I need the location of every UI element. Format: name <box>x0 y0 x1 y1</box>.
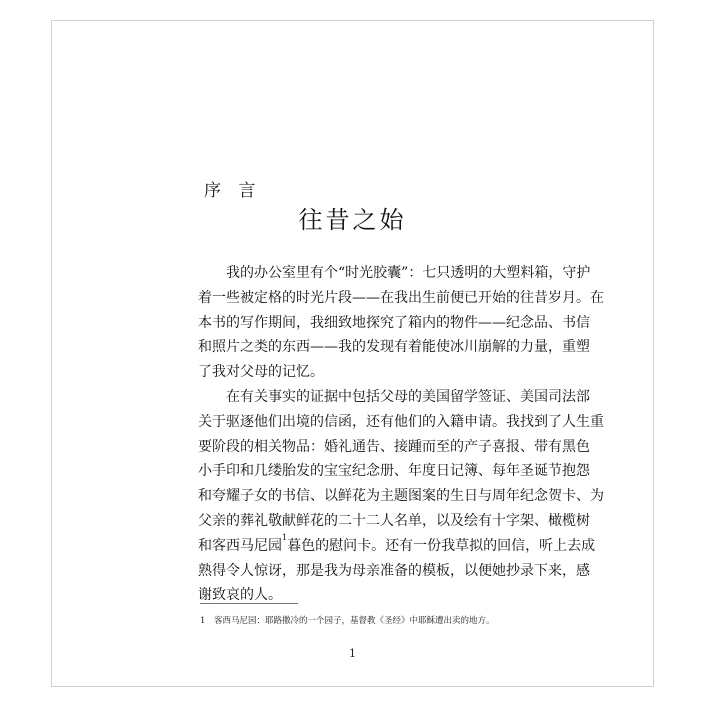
text-line: 和照片之类的东西——我的发现有着能使冰川崩解的力量，重塑 <box>198 339 590 356</box>
footnote-number: 1 <box>200 616 206 626</box>
text-line: 小手印和几缕胎发的宝宝纪念册、年度日记簿、每年圣诞节抱怨 <box>198 463 590 480</box>
footnote-divider <box>200 603 298 604</box>
text-line: 了我对父母的记忆。 <box>198 364 324 381</box>
paragraph-2 <box>198 385 604 608</box>
text-line: 关于驱逐他们出境的信函，还有他们的入籍申请。我找到了人生重 <box>198 413 604 430</box>
text-line: 熟得令人惊讶，那是我为母亲准备的模板，以便她抄录下来，感 <box>198 562 590 579</box>
text-line: 父亲的葬礼敬献鲜花的二十二人名单，以及绘有十字架、橄榄树 <box>198 512 590 529</box>
section-label: 序 言 <box>204 181 262 201</box>
footnote-marker[interactable]: 1 <box>282 532 288 542</box>
body-text <box>198 261 604 608</box>
paragraph-1 <box>198 261 604 385</box>
text-line: 要阶段的相关物品：婚礼通告、接踵而至的产子喜报、带有黑色 <box>198 438 590 455</box>
text-fragment: 和客西马尼园 <box>198 537 282 554</box>
text-line: 谢致哀的人。 <box>198 587 282 604</box>
text-line: 着一些被定格的时光片段——在我出生前便已开始的往昔岁月。在 <box>198 289 604 306</box>
text-fragment: 暮色的慰问卡。还有一份我草拟的回信，听上去成 <box>287 537 596 554</box>
text-line: 在有关事实的证据中包括父母的美国留学签证、美国司法部 <box>226 388 590 405</box>
text-line: 我的办公室里有个“时光胶囊”：七只透明的大塑料箱，守护 <box>226 265 591 281</box>
text-line-with-footnote <box>198 532 596 559</box>
footnote-text: 客西马尼园：耶路撒冷的一个园子，基督教《圣经》中耶稣遭出卖的地方。 <box>214 616 495 626</box>
text-line: 和夸耀子女的书信、以鲜花为主题图案的生日与周年纪念贺卡、为 <box>198 488 604 505</box>
chapter-title: 往昔之始 <box>298 206 407 234</box>
page-number: 1 <box>349 647 356 660</box>
footnote <box>200 614 495 626</box>
text-line: 本书的写作期间，我细致地探究了箱内的物件——纪念品、书信 <box>198 314 590 331</box>
